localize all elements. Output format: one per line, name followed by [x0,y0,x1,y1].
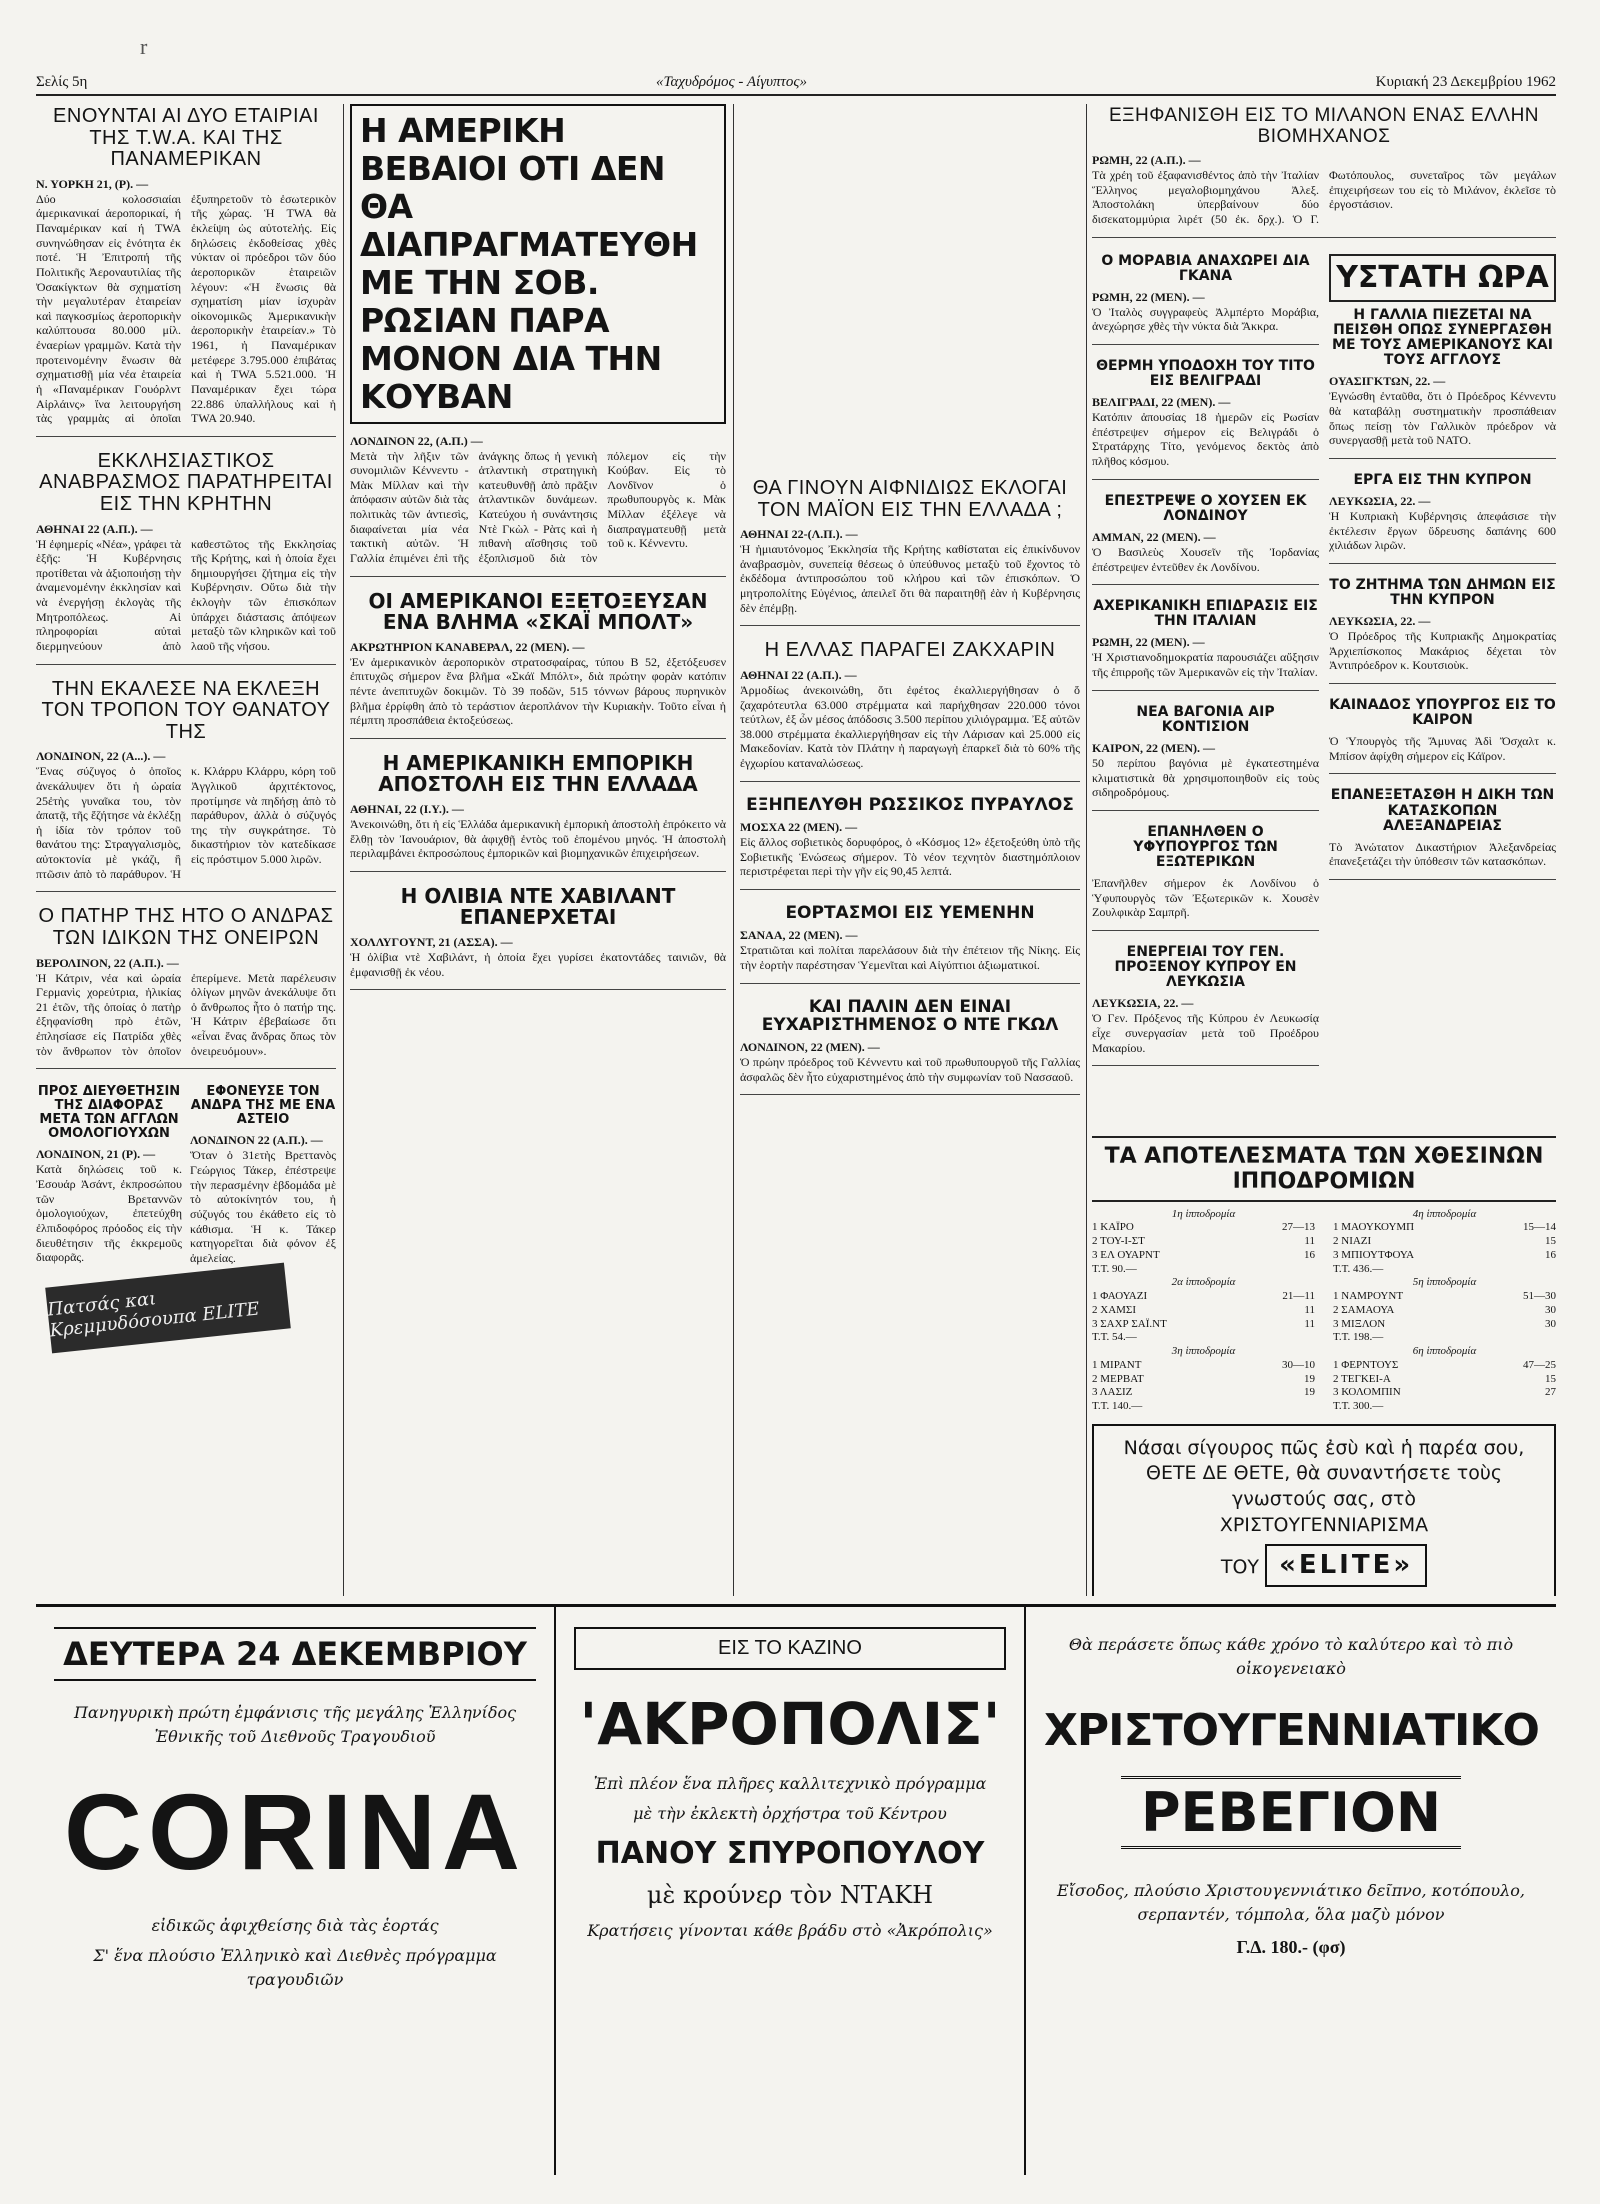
article-body: Ὁ Γεν. Πρόξενος τῆς Κύπρου ἐν Λευκωσίᾳ εἶχε συνεργασίαν μετὰ τοῦ Προέδρου Μακαρίου. [1092,1011,1319,1055]
headline: ΕΚΚΛΗΣΙΑΣΤΙΚΟΣ ΑΝΑΒΡΑΣΜΟΣ ΠΑΡΑΤΗΡΕΙΤΑΙ ΕΙΣ ΤΗΝ ΚΡΗΤΗΝ [39,449,333,515]
race-row [1333,1359,1556,1373]
dateline: ΧΟΛΛΥΓΟΥΝΤ, 21 (ΑΣΣΑ). — [350,935,513,950]
casino-name: 'ΑΚΡΟΠΟΛΙΣ' [579,1690,1001,1758]
right-subcolumns [1092,252,1556,1132]
race-heading: 5η ἱπποδρομία [1412,1276,1477,1289]
horse: 2 ΜΕΡΒΑΤ [1092,1372,1144,1385]
article-body: Ὅταν ὁ 31ετὴς Βρεττανὸς Γεώργιος Τάκερ, ἐπέστρεψε τὴν περασμένην ἑβδομάδα μὲ τὸ αὐτοκίνητόν του, ἡ σύζυγός του ἐκάθετο εἰς τὸ κάθισμα. Ἡ κ. Τάκερ κατηγορεῖται διὰ φόνον ἐξ ἀμελείας. [190,1148,336,1265]
dateline: ΑΘΗΝΑΙ, 22 (Ι.Υ.). — [350,802,464,816]
race-row [1092,1373,1315,1387]
article-body: Ἡ ἐφημερίς «Νέα», γράφει τὰ ἑξῆς: Ἡ Κυβέρνησις προτίθεται νὰ ἀξιοποιήσῃ τὴν ἀναμενομένην ἐκκλησίαν καὶ νὰ ἐνεργήσῃ ἐκλογὰς τῆς Μητροπόλεως. Αἱ πληροφορίαι αὐταὶ διερμηνεύουν ἀπὸ καθεστῶτος τῆς Εκκλησίας τῆς Κρήτης, καὶ ἡ ὁποία ἔχει δημιουργήσει ζήτημα εἰς τὴν Κυβέρνησιν. Οὕτω διὰ τὴν ἐκλογὴν τῶν ἐπισκόπων ὑπάρχει διάστασις ἀπόψεων μεταξὺ τῶν κληρικῶν καὶ τοῦ λαοῦ τῆς νήσου. [36,536,336,653]
headline: ΕΡΓΑ ΕΙΣ ΤΗΝ ΚΥΠΡΟΝ [1353,471,1532,488]
horse: 2 ΤΟΥ-Ι-ΣΤ [1092,1235,1145,1248]
race-heading: 4η ἱπποδρομία [1412,1207,1477,1220]
article [1092,106,1556,238]
article-body: Ἐν ἀμερικανικὸν ἀεροπορικὸν στρατοσφαίρας, τύπου Β 52, ἐξετόξευσεν ἐπιτυχῶς σήμερον ἕνα βλῆμα «Σκάϊ Μπόλτ», διὰ πρώτην φορὰν κατόπιν πέντε ἀνεπιτυχῶν δοκιμῶν. Τὸ 39 ποδῶν, 515 τόννων βάρους πυρηνικὸν βλῆμα ἐρρίφθη ἀπὸ τὸ τεράστιον ἀεροπλάνον τὴν Κυριακὴν. Τοῦτο εἶναι ἡ πέμπτη προσπάθεια ἐκτοξεύσεως. [350,654,726,728]
article [740,640,1080,781]
headline: ΕΠΑΝΕΞΕΤΑΣΘΗ Η ΔΙΚΗ ΤΩΝ ΚΑΤΑΣΚΟΠΩΝ ΑΛΕΞΑΝΔΡΕΙΑΣ [1330,787,1555,834]
ad-text: Εἴσοδος, πλούσιο Χριστουγεννιάτικο δεῖπνο, κοτόπουλο, σερπαντέν, τόμπολα, ὅλα μαζὺ μόνον [1057,1881,1525,1924]
headline: Ο ΜΟΡΑΒΙΑ ΑΝΑΧΩΡΕΙ ΔΙΑ ΓΚΑΝΑ [1101,252,1310,284]
ad-price: Γ.Δ. 180.- (φσ) [1236,1937,1346,1957]
article-body: Ὁ Ὑπουργὸς τῆς Ἄμυνας Ἀδὶ Ὄσχαλτ κ. Μπίσον ἀφίχθη σήμερον εἰς Κάϊρον. [1329,734,1556,763]
headline: ΕΟΡΤΑΣΜΟΙ ΕΙΣ ΥΕΜΕΝΗΝ [785,902,1035,923]
race-row [1333,1331,1556,1345]
dateline: ΛΟΝΔΙΝΟΝ, 22 (Α...). — [36,749,166,764]
race-row [1333,1318,1556,1332]
article-body: Ἡ ὀλίβια ντὲ Χαβιλάντ, ἡ ὁποία ἔχει γυρίσει ἐκατοντάδες ταινιῶν, θὰ ἐμφανισθῇ ἐκ νέου. [350,950,726,979]
odds: 30 [1545,1303,1556,1316]
right-subcolumn-b [1329,252,1556,1132]
odds: 30—10 [1282,1358,1315,1371]
main-banner-headline: Η ΑΜΕΡΙΚΗ ΒΕΒΑΙΟΙ ΟΤΙ ΔΕΝ ΘΑ ΔΙΑΠΡΑΓΜΑΤΕΥΘΗ ΜΕ ΤΗΝ ΣΟΒ. ΡΩΣΙΑΝ ΠΑΡΑ ΜΟΝΟΝ ΔΙΑ ΤΗΝ ΚΟΥΒΑΝ [350,104,726,424]
dateline: ΣΑΝΑΑ, 22 (ΜΕΝ). — [740,928,858,943]
race-row [1092,1263,1315,1277]
horse: 3 ΚΟΛΟΜΠΙΝ [1333,1386,1401,1399]
race-row [1092,1290,1315,1304]
article [1092,254,1319,345]
revegion-advertisement [1026,1607,1556,2175]
headline: ΕΝΟΥΝΤΑΙ ΑΙ ΔΥΟ ΕΤΑΙΡΙΑΙ ΤΗΣ T.W.A. ΚΑΙ ΤΗΣ ΠΑΝΑΜΕΡΙΚΑΝ [53,105,319,171]
race-row [1092,1331,1315,1345]
horse: 2 ΣΑΜΑΟΥΑ [1333,1303,1395,1316]
article-body: Ἐπανῆλθεν σήμερον ἐκ Λονδίνου ὁ Ὑφυπουργὸς τῶν Ἐξωτερικῶν κ. Χουσὲν Ζουλφικὰρ Σαμπρῆ. [1092,876,1319,920]
article-body: Ἡ ἡμιαυτόνομος Ἐκκλησία τῆς Κρήτης καθίσταται εἰς ἐπικίνδυνον ἀναβρασμὸν, συνεπείᾳ θέσεως ὁ ὑπεύθυνος μεταξὺ τοῦ ἔχοντος τὸ ἐκδέδομα ἀντιπροσώπου τοῦ κλήρου καὶ τῶν ἐπισκόπων. Ὁ μητροπολίτης Εὐγένιος, ἀπειλεῖ ὅτι θὰ παραιτηθῇ ἐὰν ἡ Κυβέρνησις δὲν ἐπέμβῃ. [740,542,1080,615]
headline: Η ΓΑΛΛΙΑ ΠΙΕΖΕΤΑΙ ΝΑ ΠΕΙΣΘΗ ΟΠΩΣ ΣΥΝΕΡΓΑΣΘΗ ΜΕ ΤΟΥΣ ΑΜΕΡΙΚΑΝΟΥΣ ΚΑΙ ΤΟΥΣ ΑΓΓΛΟΥΣ [1332,306,1553,369]
odds: 51—30 [1523,1290,1556,1303]
odds: 30 [1545,1317,1556,1330]
article-body: Τὸ Ἀνώτατον Δικαστήριον Ἀλεξανδρείας ἐπανεξετάζει τὴν ὑπόθεσιν τῶν κατασκόπων. [1329,839,1556,869]
dateline: ΑΘΗΝΑΙ 22 (Α.Π.). — [36,521,153,536]
column-divider [343,104,344,1596]
dateline: ΛΟΝΔΙΝΟΝ 22 (Α.Π.). — [190,1133,323,1148]
race-row [1333,1263,1556,1277]
horse: 1 ΦΕΡΝΤΟΥΣ [1333,1358,1399,1371]
headline: ΑΧΕΡΙΚΑΝΙΚΗ ΕΠΙΔΡΑΣΙΣ ΕΙΣ ΤΗΝ ΙΤΑΛΙΑΝ [1093,598,1318,630]
dateline: ΡΩΜΗ, 22 (ΜΕΝ). — [1092,289,1205,304]
race-row [1333,1304,1556,1318]
total: Τ.Τ. 198.— [1333,1331,1384,1344]
headline: ΟΙ ΑΜΕΡΙΚΑΝΟΙ ΕΞΕΤΟΞΕΥΣΑΝ ΕΝΑ ΒΛΗΜΑ «ΣΚΑΪ ΜΠΟΛΤ» [368,588,708,635]
horse: 1 ΜΑΟΥΚΟΥΜΠ [1333,1221,1415,1234]
akropolis-advertisement [556,1607,1026,2175]
page-header [36,70,1556,96]
issue-date: Κυριακή 23 Δεκεμβρίου 1962 [1375,73,1556,90]
headline: Η ΑΜΕΡΙΚΑΝΙΚΗ ΕΜΠΟΡΙΚΗ ΑΠΟΣΤΟΛΗ ΕΙΣ ΤΗΝ ΕΛΛΑΔΑ [378,750,698,797]
race-row [1092,1221,1315,1235]
headline: ΤΟ ΖΗΤΗΜΑ ΤΩΝ ΔΗΜΩΝ ΕΙΣ ΤΗΝ ΚΥΠΡΟΝ [1329,576,1556,608]
headline: ΘΑ ΓΙΝΟΥΝ ΑΙΦΝΙΔΙΩΣ ΕΚΛΟΓΑΙ ΤΟΝ ΜΑΪΟΝ ΕΙΣ ΤΗΝ ΕΛΛΑΔΑ ; [752,477,1068,521]
article [36,451,336,665]
article [36,1083,182,1265]
headline: ΤΗΝ ΕΚΑΛΕΣΕ ΝΑ ΕΚΛΕΞΗ ΤΟΝ ΤΡΟΠΟΝ ΤΟΥ ΘΑΝΑΤΟΥ ΤΗΣ [41,677,331,743]
ad-text: εἰδικῶς ἀφιχθείσης διὰ τὰς ἑορτάς [151,1916,439,1935]
article-body: Ὁ Βασιλεὺς Χουσεῖν τῆς Ἰορδανίας ἐπέστρεψεν ἐντεῦθεν ἐκ Λονδίνου. [1092,544,1319,574]
article [190,1083,336,1265]
horse: 3 ΜΠΙΟΥΤΦΟΥΑ [1333,1248,1415,1261]
article [350,588,726,739]
column-left [36,104,336,1596]
race-row [1092,1359,1315,1373]
bottom-pair [36,1083,336,1265]
article [1329,698,1556,774]
dateline: ΑΘΗΝΑΙ 22-(Λ.Π.). — [740,527,858,542]
headline: ΕΞΗΦΑΝΙΣΘΗ ΕΙΣ ΤΟ ΜΙΛΑΝΟΝ ΕΝΑΣ ΕΛΛΗΝ ΒΙΟΜΗΧΑΝΟΣ [1108,105,1540,147]
total: Τ.Τ. 140.— [1092,1400,1143,1413]
horse: 2 ΝΙΑΖΙ [1333,1235,1372,1248]
dateline: ΜΟΣΧΑ 22 (ΜΕΝ). — [740,820,858,835]
total: Τ.Τ. 54.— [1092,1331,1137,1344]
odds: 15 [1545,1235,1556,1248]
article [740,904,1080,984]
dateline: Ν. ΥΟΡΚΗ 21, (Ρ). — [36,176,149,191]
ad-title-main: ΡΕΒΕΓΙΟΝ [1121,1776,1461,1849]
odds: 47—25 [1523,1358,1556,1371]
race-results [1092,1208,1556,1414]
dateline: ΑΜΜΑΝ, 22 (ΜΕΝ). — [1092,529,1216,544]
horse: 2 ΧΑΜΣΙ [1092,1303,1136,1316]
headline: ΕΠΑΝΗΛΘΕΝ Ο ΥΦΥΠΟΥΡΓΟΣ ΤΩΝ ΕΞΩΤΕΡΙΚΩΝ [1133,823,1278,870]
article-body: Ὁ Πρόεδρος τῆς Κυπριακῆς Δημοκρατίας Ἀρχιεπίσκοπος Μακάριος δέχεται τὸν Ἀντιπρόεδρον κ. Κουτσιοὺκ. [1329,629,1556,673]
race-row [1333,1373,1556,1387]
odds: 11 [1304,1303,1315,1316]
race-results-title: ΤΑ ΑΠΟΤΕΛΕΣΜΑΤΑ ΤΩΝ ΧΘΕΣΙΝΩΝ ΙΠΠΟΔΡΟΜΙΩΝ [1092,1136,1556,1202]
article [740,796,1080,890]
corner-mark: r [140,34,148,59]
right-subcolumn-a [1092,252,1319,1132]
dateline: ΛΕΥΚΩΣΙΑ, 22. — [1329,614,1431,629]
odds: 11 [1304,1317,1315,1330]
article [1092,494,1319,585]
total: Τ.Τ. 300.— [1333,1400,1384,1413]
ad-date: ΔΕΥΤΕΡΑ 24 ΔΕΚΕΜΒΡΙΟΥ [54,1627,536,1681]
race-results-left [1092,1208,1315,1414]
column-divider [1086,104,1087,1596]
dateline: ΛΟΝΔΙΝΟΝ, 21 (Ρ). — [36,1147,156,1162]
race-heading: 3η ἱπποδρομία [1171,1345,1236,1358]
column-divider [733,104,734,1596]
dateline: ΑΚΡΩΤΗΡΙΟΝ ΚΑΝΑΒΕΡΑΛ, 22 (ΜΕΝ). — [350,639,585,654]
article-body: Ὁ πρώην πρόεδρος τοῦ Κέννεντυ καὶ τοῦ πρωθυπουργοῦ τῆς Γαλλίας ἀσφαλῶς δὲν ἦτο εὐχαριστημένος ἀπὸ τὴν συμφωνίαν τοῦ Νασσαοῦ. [740,1055,1080,1084]
article-body: Ἀνεκοινώθη, ὅτι ἡ εἰς Ἑλλάδα ἀμερικανικὴ ἐμπορικὴ ἀποστολὴ ἐπρόκειτο νὰ ἔλθῃ τὸν Ἰανουάριον, θὰ ἀφιχθῇ ἐντὸς τοῦ ἑπομένου μηνός. Ἡ ἀποστολὴ περιλαμβάνει ἐκπροσώπους ἐμπορικῶν καὶ βιομηχανικῶν ἐπιχειρήσεων. [350,817,726,861]
article-body: Ἀρμοδίως ἀνεκοινώθη, ὅτι ἐφέτος ἐκαλλιεργήθησαν ὁ ὅ ζαχαρότευτλα 63.000 στρέμματα καὶ παρήχθησαν 220.000 τόνοι τεύτλων, ἐξ ὧν μέσος ἀπόδοσις 3.500 περίπου χιλιόγραμμα. Ἐξ αὐτῶν 38.000 στρέμματα ἐκαλλιεργήθησαν εἰς τὴν Λάρισαν καὶ 25.000 εἰς Μακεδονίαν. Κατὰ τὸν Πλάτην ἡ παραγωγὴ ἐπαρκεῖ διὰ τὸ 60% τῆς ἐγχωρίου καταναλώσεως. [740,682,1080,771]
horse: 2 ΤΕΓΚΕΙ-Α [1333,1372,1391,1385]
article [1329,578,1556,684]
odds: 11 [1304,1235,1315,1248]
advertisements-row [36,1604,1556,2175]
dateline: ΚΑΙΡΟΝ, 22 (ΜΕΝ). — [1092,740,1215,755]
article-body: Ἡ Κυπριακὴ Κυβέρνησις ἀπεφάσισε τὴν ἐκτέλεσιν ἔργων ὕδρευσης δαπάνης 600 χιλιάδων λιρῶν. [1329,508,1556,553]
ad-text: Νάσαι σίγουρος πῶς ἐσὺ καὶ ἡ παρέα σου, ΘΕΤΕ ΔΕ ΘΕΤΕ, θὰ συναντήσετε τοὺς γνωστούς σας, στὸ [1123,1436,1525,1511]
headline: ΕΦΟΝΕΥΣΕ ΤΟΝ ΑΝΔΡΑ ΤΗΣ ΜΕ ΕΝΑ ΑΣΤΕΙΟ [190,1084,336,1128]
race-row [1333,1386,1556,1400]
horse: 1 ΚΑΪΡΟ [1092,1221,1134,1234]
race-row [1092,1304,1315,1318]
total: Τ.Τ. 436.— [1333,1262,1384,1275]
article-body: Στρατιῶται καὶ πολίται παρελάσουν διὰ τὴν ἐπέτειον τῆς Νίκης. Εἰς τὴν ἑορτὴν παρέστησαν Ὑεμενῖται καὶ Αἰγύπτιοι ἀξιωματικοί. [740,943,1080,972]
article-body: Εἰς ἄλλος σοβιετικὸς δορυφόρος, ὁ «Κόσμος 12» ἐξετοξεύθη ὑπὸ τῆς Σοβιετικῆς Ἑνώσεως σήμερον. Τὸ νέον τεχνητὸν διαστημόπλοιον περιστρέφεται περὶ τὴν γῆν εἰς 90,45 λεπτά. [740,835,1080,879]
performer-name: CORINA [64,1771,526,1892]
odds: 16 [1545,1248,1556,1261]
article [36,906,336,1069]
dateline: ΒΕΛΙΓΡΑΔΙ, 22 (ΜΕΝ). — [1092,395,1231,410]
race-row [1092,1235,1315,1249]
column-right [1092,104,1556,1596]
article-body: Δύο κολοσσιαίαι άμερικανικαί άεροπορικαί, ή Παναμέρικαν καί ή TWA συνηνώθησαν εἰς ἑνότητα ἐκ ποτέ. Ἡ Ἐπιτροπή τῆς Πολιτικῆς Ἀεροναυτιλίας τῆς Ὀσακίγκτων θὰ σχηματίση τὴν μεγαλυτέραν ἑταιρείαν καὶ παγκοσμίως ἀεροπορικὴν καλύπτουσα 80.000 μίλ. ἐναερίων γραμμῶν. Κατὰ τὴν προτεινομένην ἕνωσιν θὰ σχηματισθῇ μία νέα ἑταιρεία ἡ «Παναμέρικαν Γουόρλντ Αἰρλάινς» ἵνα λειτουργήση τὰς γραμμὰς αἱ ὁποῖαι ἐξυπηρετοῦν τὸ ἐσωτερικὸν τῆς χώρας. Ἡ TWA θὰ ἐκλείψη ὡς αὐτοτελής. Εἰς δηλώσεις ἐκδοθείσας χθὲς νύκταν οἱ πρόεδροι τῶν δύο ἀεροπορικῶν ἑταιρειῶν λέγουν: «Ἡ ἕνωσις θὰ σχηματίση μίαν ἰσχυρὰν οἰκονομικῶς Ἀμερικανικὴν ἀεροπορικὴν ἑταιρείαν.» Τὸ 1961, ἡ Παναμέρικαν μετέφερε 3.795.000 ἐπιβάτας καὶ ἡ TWA 5.521.000. Ἡ Παναμέρικαν ἔχει τώρα 22.886 ὑπαλλήλους καὶ ἡ TWA 20.940. [36,191,336,426]
horse: 3 ΕΛ ΟΥΑΡΝΤ [1092,1248,1160,1261]
race-row [1333,1249,1556,1263]
ad-text: ΧΡΙΣΤΟΥΓΕΝΝΙΑΡΙΣΜΑ [1219,1513,1429,1536]
column-center-right [740,104,1080,1596]
article-body: Ἕνας σύζυγος ὁ ὁποῖος ἀνεκάλυψεν ὅτι ἡ ὡραία 25ἐτὴς γυναῖκα του, τὸν ἀπατᾷ, τῆς ἔζήτησε νὰ ἐκλέξῃ ἡ ἰδία τὸν τρόπον τοῦ θανάτου της: Στραγγαλισμὸς, αὐτοκτονία μὲ γκάζι, ἢ πτῶσιν ἀπὸ τὸ παράθυρον. Ἡ κ. Κλάρρυ Κλάρρυ, κόρη τοῦ Ἀγγλικοῦ ἀρχιτέκτονος, προτίμησε νὰ πηδήσῃ ἀπὸ τὸ παράθυρον, ἀλλὰ ὁ σύζυγός της τὴν συγκράτησε. Τὸ δικαστήριον τὸν κατεδίκασε εἰς πρόστιμον 5.000 λιρῶν. [36,764,336,881]
ad-heading: ΕΙΣ ΤΟ ΚΑΖΙΝΟ [574,1627,1006,1670]
ad-text: Πανηγυρικὴ πρώτη ἐμφάνισις τῆς μεγάλης Ἑλληνίδος Ἐθνικῆς τοῦ Διεθνοῦς Τραγουδιοῦ [73,1703,517,1746]
ad-text: Κρατήσεις γίνονται κάθε βράδυ στὸ «Ἀκρόπολις» [587,1921,993,1940]
article-body: Μετὰ τὴν λῆξιν τῶν συνομιλιῶν Κέννεντυ - Μὰκ Μίλλαν καὶ τὴν ἀπόφασιν αὐτῶν διὰ τὰς πολιτικὰς τῶν ἀντιεσὶς, διαφαίνεται μία νέα τακτικὴ αὐτῶν. Ἡ Γαλλία ἐπιμένει ἐπὶ τῆς ἀνάγκης ὅπως ἡ γενικὴ ἀτλαντικὴ στρατηγικὴ κατευθυνθῇ ἀπὸ πρᾶξιν ἀτλαντικῶν δυνάμεων. Κατεύχου ἡ συνάντησις Ντὲ Γκὼλ - Ρὰτς καὶ ἡ πιθανὴ αἴσθησις τοῦ ἐξοπλισμοῦ διὰ τὸν πόλεμον εἰς τὴν Κούβαν. Εἰς τὸ Λονδῖνον ὁ πρωθυπουργὸς κ. Μὰκ Μίλλαν ἐξέλεγε νὰ διαπραγματευθῇ μετὰ τοῦ κ. Κέννεντυ. [350,448,726,565]
elite-advertisement [1092,1424,1556,1596]
article [1092,359,1319,480]
elite-brand: «ELITE» [1265,1544,1427,1587]
article-body: Κατὰ δηλώσεις τοῦ κ. Ἐσουάρ Ἀσάντ, ἐκπροσώπου τῶν Βρεταννῶν ὁμολογιούχων, ἐπετεύχθη ἐλπιδοφόρος πρόοδος εἰς τὴν διευθέτησιν τῆς ἐκκρεμοῦς διαφορᾶς. [36,1162,182,1265]
horse: 1 ΦΑΟΥΑΖΙ [1092,1290,1148,1303]
horse: 3 ΣΑΧΡ ΣΑΪ.ΝΤ [1092,1317,1167,1330]
article [1092,945,1319,1066]
race-heading: 1η ἱπποδρομία [1171,1207,1236,1220]
headline: ΝΕΑ ΒΑΓΟΝΙΑ ΑΙΡ ΚΟΝΤΙΣΙΟΝ [1136,703,1275,735]
ad-text: μὲ τὴν ἐκλεκτὴ ὀρχήστρα τοῦ Κέντρου [633,1804,947,1823]
newspaper-name: «Ταχυδρόμος - Αίγυπτος» [656,73,807,90]
odds: 27 [1545,1386,1556,1399]
article-body: Ἡ Χριστιανοδημοκρατία παρουσιάζει αὔξησιν τῆς ἐπιρροῆς τῶν Ἀμερικανῶν εἰς τὴν Ἰταλίαν. [1092,650,1319,680]
race-row [1092,1318,1315,1332]
article-body: Τὰ χρέη τοῦ ἐξαφανισθέντος ἀπὸ τὴν Ἰταλίαν Ἕλληνος μεγαλοβιομηχάνου Ἀλεξ. Ἀποστολάκη ὑπερβαίνουν δύο δισεκατομμύρια λιρέτ (50 ἐκ. δρχ.). Ὁ Γ. Φωτόπουλος, συνεταῖρος τῶν μεγάλων ἐπιχειρήσεων του εἰς τὸ Μιλάνον, ἐκλεῖσε τὸ ἐργοστάσιον. [1092,168,1556,226]
race-row [1092,1400,1315,1414]
article [740,478,1080,626]
lead-continuation-space [740,104,1080,476]
lead-article [350,434,726,577]
ad-text: Σ' ἕνα πλούσιο Ἑλληνικὸ καὶ Διεθνὲς πρόγραμμα τραγουδιῶν [93,1946,497,1989]
article-body: Κατόπιν ἀπουσίας 18 ἡμερῶν εἰς Ρωσίαν ἐπέστρεψεν σήμερον εἰς Βελιγράδι ὁ Στρατάρχης Τίτο, γενόμενος δεκτὸς ἀπὸ πλῆθος κόσμου. [1092,410,1319,469]
article-body: Ἡ Κάτριν, νέα καὶ ὡραία Γερμανὶς χορεύτρια, ἡλικίας 21 ἐτῶν, τῆς ὁποίας ὁ πατὴρ ἐξηφανίσθη πρὸ ἐτῶν, ἐπλησίασε εἰς Πατρίδα χθὲς τὸν ἄνθρωπον τὸν ὁποῖον ἐπερίμενε. Μετὰ παρέλευσιν ὀλίγων μηνῶν ἀνεκάλυψε ὅτι ὁ ἄνθρωπος ἦτο ὁ πατήρ της. Ἡ Κάτριν ἐβεβαίωσε ὅτι «εἶναι ἕνας ἄνδρας ὅπως τὸν ὀνειρευόμουν». [36,970,336,1058]
odds: 15—14 [1523,1221,1556,1234]
race-row [1333,1400,1556,1414]
corina-advertisement [36,1607,556,2175]
headline: Ο ΠΑΤΗΡ ΤΗΣ ΗΤΟ Ο ΑΝΔΡΑΣ ΤΩΝ ΙΔΙΚΩΝ ΤΗΣ ΟΝΕΙΡΩΝ [38,905,334,949]
article [350,750,726,872]
article-body: Ἐγνώσθη ἐνταῦθα, ὅτι ὁ Πρόεδρος Κέννεντυ θὰ καταβάλῃ συστηματικὴν προσπάθειαν ὅπως πείσῃ τὸν Γαλλικὸν πρόεδρον νὰ συνεργασθῇ μετὰ τοῦ NATO. [1329,389,1556,448]
odds: 16 [1304,1248,1315,1261]
article [1092,705,1319,811]
race-row [1092,1249,1315,1263]
dateline: ΡΩΜΗ, 22 (Α.Π.). — [1092,153,1201,168]
article-body: Ὁ Ἰταλὸς συγγραφεὺς Ἀλμπέρτο Μοράβια, ἀνεχώρησε χθὲς τὴν νύκτα διὰ Ἄκκρα. [1092,304,1319,334]
odds: 27—13 [1282,1221,1315,1234]
odds: 21—11 [1282,1290,1315,1303]
headline: ΕΠΕΣΤΡΕΨΕ Ο ΧΟΥΣΕΝ ΕΚ ΛΟΝΔΙΝΟΥ [1104,492,1307,524]
article [36,106,336,437]
odds: 19 [1304,1386,1315,1399]
elite-logo: Πατσάς και Κρεμμυδόσουπα ELITE [45,1263,291,1354]
race-row [1333,1221,1556,1235]
dateline: ΛΕΥΚΩΣΙΑ, 22. — [1329,493,1431,508]
band-name: ΠΑΝΟΥ ΣΠΥΡΟΠΟΥΛΟΥ [595,1836,985,1871]
race-row [1333,1290,1556,1304]
race-heading: 6η ἱπποδρομία [1412,1345,1477,1358]
horse: 1 ΝΑΜΡΟΥΝΤ [1333,1290,1404,1303]
ad-text: Ἐπὶ πλέον ἕνα πλῆρες καλλιτεχνικὸ πρόγραμμα [593,1774,987,1793]
race-row [1092,1386,1315,1400]
headline: ΚΑΙ ΠΑΛΙΝ ΔΕΝ ΕΙΝΑΙ ΕΥΧΑΡΙΣΤΗΜΕΝΟΣ Ο ΝΤΕ ΓΚΩΛ [761,996,1059,1035]
dateline: ΟΥΑΣΙΓΚΤΩΝ, 22. — [1329,374,1446,389]
ad-text: ΤΟΥ [1220,1556,1260,1579]
article-body: 50 περίπου βαγόνια μὲ ἐγκατεστημένα κλιματιστικὰ θὰ χρησιμοποιηθοῦν εἰς τοὺς σιδηροδρόμους. [1092,755,1319,800]
dateline: ΛΟΝΔΙΝΟΝ 22, (Α.Π.) — [350,433,483,448]
ad-title: ΧΡΙΣΤΟΥΓΕΝΝΙΑΤΙΚΟ [1044,1705,1539,1756]
race-row [1333,1235,1556,1249]
odds: 15 [1545,1372,1556,1385]
dateline: ΒΕΡΟΛΙΝΟΝ, 22 (Α.Π.). — [36,955,179,970]
article [1329,788,1556,880]
article [350,883,726,990]
ad-text: Θὰ περάσετε ὅπως κάθε χρόνο τὸ καλύτερο καὶ τὸ πιὸ οἰκογενειακὸ [1068,1635,1514,1678]
horse: 3 ΜΙΞΛΟΝ [1333,1317,1386,1330]
odds: 19 [1304,1372,1315,1385]
headline: ΕΞΗΠΕΛΥΘΗ ΡΩΣΣΙΚΟΣ ΠΥΡΑΥΛΟΣ [746,794,1074,815]
race-results-right [1333,1208,1556,1414]
dateline: ΡΩΜΗ, 22 (ΜΕΝ). — [1092,635,1205,650]
headline: ΠΡΟΣ ΔΙΕΥΘΕΤΗΣΙΝ ΤΗΣ ΔΙΑΦΟΡΑΣ ΜΕΤΑ ΤΩΝ ΑΓΓΛΩΝ ΟΜΟΛΟΓΙΟΥΧΩΝ [37,1084,181,1142]
article [1329,308,1556,459]
article [36,679,336,893]
headline: ΚΑΙΝΑΔΟΣ ΥΠΟΥΡΓΟΣ ΕΙΣ ΤΟ ΚΑΙΡΟΝ [1329,696,1556,729]
headline: Η ΟΛΙΒΙΑ ΝΤΕ ΧΑΒΙΛΑΝΤ ΕΠΑΝΕΡΧΕΤΑΙ [400,883,676,930]
horse: 1 ΜΙΡΑΝΤ [1092,1358,1142,1371]
article [1329,473,1556,564]
headline: ΘΕΡΜΗ ΥΠΟΔΟΧΗ ΤΟΥ ΤΙΤΟ ΕΙΣ ΒΕΛΙΓΡΑΔΙ [1096,358,1315,390]
headline: Η ΕΛΛΑΣ ΠΑΡΑΓΕΙ ΖΑΚΧΑΡΙΝ [764,639,1056,662]
article [1092,599,1319,690]
race-heading: 2α ἱπποδρομία [1171,1276,1236,1289]
total: Τ.Τ. 90.— [1092,1262,1137,1275]
dateline: ΛΕΥΚΩΣΙΑ, 22. — [1092,996,1194,1011]
late-news-header: ΥΣΤΑΤΗ ΩΡΑ [1329,254,1556,302]
dateline: ΛΟΝΔΙΝΟΝ, 22 (ΜΕΝ). — [740,1040,880,1055]
page-number: Σελίς 5η [36,73,88,90]
crooner-line: μὲ κρούνερ τὸν ΝΤΑΚΗ [646,1881,934,1909]
article [740,998,1080,1096]
column-center-left [350,104,726,1596]
article [1092,825,1319,931]
dateline: ΑΘΗΝΑΙ 22 (Α.Π.). — [740,667,857,682]
horse: 3 ΛΑΣΙΖ [1092,1386,1133,1399]
headline: ΕΝΕΡΓΕΙΑΙ ΤΟΥ ΓΕΝ. ΠΡΟΞΕΝΟΥ ΚΥΠΡΟΥ ΕΝ ΛΕΥΚΩΣΙΑ [1114,943,1297,991]
